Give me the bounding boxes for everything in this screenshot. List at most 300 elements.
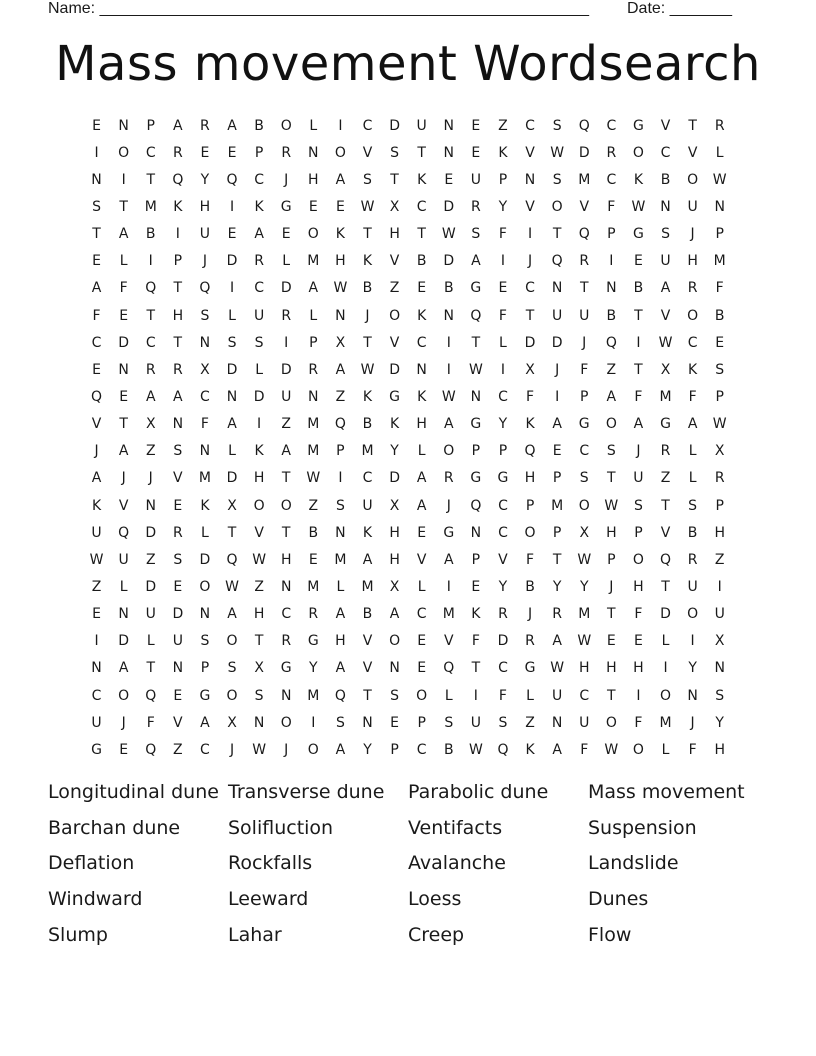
grid-letter: D: [226, 253, 238, 270]
grid-letter: A: [335, 741, 346, 758]
grid-letter: V: [362, 660, 373, 677]
grid-letter: N: [118, 117, 129, 134]
grid-letter: L: [417, 443, 426, 460]
grid-letter: E: [119, 741, 129, 758]
grid-letter: S: [227, 334, 237, 351]
grid-letter: C: [362, 470, 373, 487]
grid-letter: W: [441, 226, 456, 243]
grid-letter: S: [606, 443, 616, 460]
grid-letter: W: [225, 578, 239, 595]
grid-letter: A: [443, 551, 454, 568]
grid-letter: V: [660, 307, 671, 324]
grid-letter: I: [690, 633, 695, 650]
grid-letter: A: [660, 280, 671, 297]
grid-letter: O: [280, 497, 292, 514]
grid-letter: Y: [715, 714, 724, 731]
grid-letter: Q: [497, 741, 509, 758]
grid-letter: N: [551, 280, 563, 297]
grid-letter: X: [200, 361, 210, 378]
grid-letter: B: [660, 171, 671, 188]
grid-letter: D: [199, 551, 211, 568]
grid-letter: L: [282, 253, 291, 270]
grid-letter: Y: [200, 171, 210, 188]
grid-letter: V: [173, 714, 183, 731]
grid-letter: T: [552, 226, 562, 243]
grid-letter: M: [307, 687, 320, 704]
grid-letter: K: [525, 741, 535, 758]
grid-letter: V: [118, 497, 129, 514]
grid-letter: N: [118, 606, 129, 623]
word-list-item: Rockfalls: [228, 852, 313, 875]
grid-letter: E: [715, 334, 725, 351]
grid-letter: U: [281, 388, 292, 405]
word-list-item: Leeward: [228, 888, 309, 911]
grid-letter: G: [632, 226, 644, 243]
grid-letter: P: [498, 171, 508, 188]
grid-letter: N: [91, 660, 102, 677]
grid-letter: S: [390, 144, 400, 161]
grid-letter: A: [471, 253, 481, 270]
grid-letter: A: [254, 226, 264, 243]
grid-letter: R: [443, 470, 454, 487]
grid-letter: A: [227, 117, 237, 134]
grid-letter: L: [309, 307, 318, 324]
grid-letter: Y: [688, 660, 697, 677]
grid-letter: M: [361, 578, 374, 595]
word-list-item: Lahar: [228, 923, 282, 946]
grid-letter: F: [471, 633, 480, 650]
grid-letter: W: [631, 198, 646, 215]
word-list-item: Mass movement: [588, 781, 745, 803]
grid-letter: W: [252, 741, 267, 758]
grid-letter: P: [390, 741, 399, 758]
grid-letter: A: [606, 388, 617, 405]
date-field: Date: _______: [627, 0, 732, 17]
grid-letter: T: [146, 660, 156, 677]
grid-letter: J: [690, 714, 695, 731]
grid-letter: P: [498, 443, 508, 460]
grid-letter: E: [92, 361, 101, 378]
grid-letter: A: [281, 443, 291, 460]
grid-letter: L: [228, 307, 236, 324]
grid-letter: D: [443, 198, 455, 215]
grid-letter: O: [416, 687, 428, 704]
grid-letter: M: [442, 606, 455, 623]
grid-letter: O: [334, 144, 346, 161]
grid-letter: M: [578, 171, 591, 188]
grid-letter: P: [471, 443, 481, 460]
grid-letter: J: [148, 470, 153, 487]
grid-letter: T: [390, 171, 399, 188]
grid-letter: A: [145, 388, 156, 405]
grid-letter: D: [443, 253, 455, 270]
grid-letter: Y: [498, 416, 508, 433]
grid-letter: H: [389, 524, 400, 541]
grid-letter: A: [687, 416, 698, 433]
grid-letter: L: [417, 578, 426, 595]
grid-letter: T: [607, 687, 616, 704]
word-list-item: Loess: [408, 888, 462, 911]
grid-letter: R: [606, 144, 617, 161]
grid-letter: V: [660, 117, 671, 134]
grid-letter: O: [578, 497, 590, 514]
grid-letter: A: [552, 633, 562, 650]
grid-letter: L: [688, 443, 697, 460]
grid-letter: O: [660, 687, 672, 704]
grid-letter: O: [443, 443, 455, 460]
grid-letter: I: [284, 334, 289, 351]
grid-letter: L: [309, 117, 318, 134]
grid-letter: I: [175, 226, 180, 243]
grid-letter: O: [389, 633, 401, 650]
grid-letter: B: [145, 226, 156, 243]
grid-letter: Q: [172, 171, 184, 188]
grid-letter: I: [94, 144, 99, 161]
grid-letter: P: [146, 117, 155, 134]
grid-letter: F: [715, 280, 724, 297]
grid-letter: E: [633, 253, 643, 270]
grid-letter: G: [91, 741, 102, 758]
grid-letter: Q: [470, 307, 482, 324]
grid-letter: Q: [226, 171, 238, 188]
grid-letter: F: [200, 416, 209, 433]
grid-letter: J: [555, 361, 560, 378]
grid-letter: V: [660, 524, 671, 541]
grid-letter: L: [661, 633, 670, 650]
grid-letter: A: [308, 280, 319, 297]
grid-letter: I: [555, 388, 560, 405]
grid-letter: N: [606, 280, 617, 297]
grid-letter: U: [172, 633, 183, 650]
grid-letter: V: [443, 633, 454, 650]
grid-letter: N: [714, 660, 725, 677]
grid-letter: L: [336, 578, 345, 595]
word-list-item: Parabolic dune: [408, 781, 549, 803]
grid-letter: E: [92, 253, 101, 270]
grid-letter: G: [578, 416, 590, 433]
grid-letter: D: [524, 334, 536, 351]
grid-letter: T: [146, 171, 156, 188]
grid-letter: L: [201, 524, 209, 541]
grid-letter: S: [200, 633, 210, 650]
grid-letter: E: [281, 226, 291, 243]
grid-letter: U: [687, 198, 698, 215]
grid-letter: I: [500, 253, 506, 270]
grid-letter: E: [200, 144, 210, 161]
grid-letter: X: [145, 416, 156, 433]
grid-letter: C: [498, 524, 508, 541]
word-list-item: Slump: [48, 923, 108, 946]
grid-letter: T: [363, 226, 372, 243]
grid-letter: T: [471, 334, 481, 351]
grid-letter: T: [552, 551, 562, 568]
grid-letter: T: [661, 497, 670, 514]
grid-letter: A: [416, 470, 427, 487]
grid-letter: E: [606, 633, 616, 650]
grid-letter: Q: [334, 687, 346, 704]
grid-letter: M: [713, 253, 726, 270]
grid-letter: R: [525, 633, 535, 650]
grid-letter: W: [252, 551, 267, 568]
grid-letter: S: [173, 443, 183, 460]
grid-letter: U: [253, 307, 265, 324]
grid-letter: B: [254, 117, 264, 134]
grid-letter: Z: [498, 117, 508, 134]
grid-letter: S: [444, 714, 454, 731]
word-list-item: Dunes: [588, 888, 649, 911]
grid-letter: C: [579, 443, 590, 460]
grid-letter: E: [471, 117, 481, 134]
grid-letter: T: [146, 307, 156, 324]
grid-letter: R: [172, 361, 183, 378]
grid-letter: L: [526, 687, 534, 704]
grid-letter: P: [552, 524, 562, 541]
grid-letter: G: [307, 633, 319, 650]
grid-letter: M: [144, 198, 157, 215]
grid-letter: O: [687, 307, 699, 324]
grid-letter: E: [308, 551, 318, 568]
grid-letter: H: [280, 551, 292, 568]
grid-letter: I: [338, 117, 343, 134]
grid-letter: F: [498, 307, 507, 324]
grid-letter: C: [416, 741, 427, 758]
grid-letter: W: [468, 741, 483, 758]
grid-letter: P: [417, 714, 426, 731]
grid-letter: I: [94, 633, 99, 650]
grid-letter: T: [119, 198, 128, 215]
grid-letter: F: [119, 280, 128, 297]
grid-letter: M: [307, 416, 320, 433]
grid-letter: F: [92, 307, 101, 324]
grid-letter: P: [607, 551, 616, 568]
grid-letter: M: [659, 388, 672, 405]
grid-letter: A: [633, 416, 644, 433]
grid-letter: U: [714, 606, 725, 623]
grid-letter: C: [498, 497, 508, 514]
grid-letter: O: [605, 416, 617, 433]
grid-letter: X: [335, 334, 346, 351]
grid-letter: C: [145, 334, 156, 351]
grid-letter: U: [552, 307, 563, 324]
grid-letter: F: [498, 226, 507, 243]
grid-letter: C: [525, 117, 535, 134]
grid-letter: V: [362, 144, 373, 161]
grid-letter: G: [443, 524, 455, 541]
grid-letter: K: [362, 253, 373, 270]
grid-letter: P: [525, 497, 535, 514]
grid-letter: E: [471, 578, 481, 595]
grid-letter: C: [416, 198, 427, 215]
grid-letter: Y: [552, 578, 562, 595]
grid-letter: C: [416, 334, 427, 351]
grid-letter: I: [636, 687, 641, 704]
grid-letter: I: [717, 578, 722, 595]
grid-letter: H: [172, 307, 184, 324]
grid-letter: X: [389, 497, 400, 514]
grid-letter: G: [389, 388, 400, 405]
grid-letter: O: [632, 144, 644, 161]
grid-letter: A: [91, 280, 102, 297]
grid-letter: L: [146, 633, 155, 650]
grid-letter: E: [552, 443, 562, 460]
grid-letter: U: [145, 606, 156, 623]
grid-letter: A: [118, 226, 129, 243]
grid-letter: X: [525, 361, 535, 378]
grid-letter: M: [578, 606, 591, 623]
grid-letter: Q: [145, 687, 157, 704]
grid-letter: J: [582, 334, 587, 351]
grid-letter: B: [416, 253, 427, 270]
grid-letter: P: [715, 226, 724, 243]
grid-letter: W: [306, 470, 321, 487]
grid-letter: A: [335, 660, 346, 677]
word-list-item: Solifluction: [228, 816, 334, 839]
grid-letter: U: [416, 117, 427, 134]
grid-letter: A: [389, 606, 400, 623]
grid-letter: H: [714, 741, 725, 758]
grid-letter: I: [446, 361, 451, 378]
grid-letter: I: [527, 226, 533, 243]
grid-letter: X: [579, 524, 590, 541]
grid-letter: B: [443, 280, 454, 297]
grid-letter: H: [389, 226, 400, 243]
grid-letter: G: [470, 470, 482, 487]
grid-letter: O: [199, 578, 211, 595]
grid-letter: W: [604, 741, 619, 758]
grid-letter: U: [470, 714, 481, 731]
grid-letter: K: [335, 226, 345, 243]
grid-letter: S: [552, 171, 562, 188]
grid-letter: E: [308, 198, 318, 215]
grid-letter: N: [199, 443, 211, 460]
grid-letter: N: [362, 714, 373, 731]
grid-letter: U: [552, 687, 563, 704]
grid-letter: O: [253, 497, 265, 514]
grid-letter: Z: [254, 578, 264, 595]
grid-letter: O: [524, 524, 536, 541]
grid-letter: J: [202, 253, 207, 270]
grid-letter: D: [497, 633, 509, 650]
grid-letter: S: [633, 497, 643, 514]
grid-letter: X: [389, 578, 400, 595]
grid-letter: X: [389, 198, 400, 215]
grid-letter: K: [417, 307, 427, 324]
grid-letter: X: [227, 714, 237, 731]
grid-letter: N: [199, 606, 211, 623]
grid-letter: L: [444, 687, 453, 704]
grid-letter: U: [362, 497, 373, 514]
grid-letter: U: [199, 226, 211, 243]
grid-letter: K: [362, 524, 373, 541]
grid-letter: T: [579, 280, 589, 297]
grid-letter: A: [552, 741, 562, 758]
grid-letter: G: [524, 660, 536, 677]
grid-letter: I: [500, 361, 506, 378]
grid-letter: W: [712, 416, 727, 433]
grid-letter: T: [254, 633, 264, 650]
grid-letter: I: [609, 253, 614, 270]
grid-letter: J: [121, 470, 126, 487]
grid-letter: H: [633, 578, 644, 595]
grid-letter: D: [226, 361, 238, 378]
grid-letter: T: [688, 117, 697, 134]
grid-letter: U: [91, 524, 102, 541]
grid-letter: Q: [334, 416, 346, 433]
grid-letter: N: [443, 117, 454, 134]
grid-letter: T: [661, 578, 670, 595]
grid-letter: A: [552, 416, 562, 433]
grid-letter: R: [552, 606, 562, 623]
grid-letter: X: [714, 633, 725, 650]
word-list-item: Flow: [588, 923, 632, 946]
grid-letter: Z: [308, 497, 319, 514]
grid-letter: E: [92, 117, 101, 134]
grid-letter: E: [173, 497, 183, 514]
grid-letter: U: [660, 253, 671, 270]
grid-letter: K: [633, 171, 644, 188]
grid-letter: Z: [173, 741, 183, 758]
grid-letter: N: [443, 144, 454, 161]
grid-letter: C: [254, 280, 264, 297]
grid-letter: I: [446, 334, 451, 351]
grid-letter: W: [89, 551, 104, 568]
grid-letter: X: [254, 660, 264, 677]
grid-letter: F: [498, 687, 507, 704]
grid-letter: C: [254, 171, 264, 188]
grid-letter: G: [632, 117, 644, 134]
grid-letter: L: [255, 361, 264, 378]
grid-letter: Z: [335, 388, 346, 405]
grid-letter: O: [226, 633, 238, 650]
grid-letter: Z: [145, 551, 156, 568]
grid-letter: R: [172, 144, 183, 161]
grid-letter: K: [688, 361, 698, 378]
grid-letter: V: [254, 524, 264, 541]
grid-letter: T: [227, 524, 237, 541]
grid-letter: Q: [226, 551, 238, 568]
grid-letter: R: [281, 307, 292, 324]
grid-letter: Q: [524, 443, 536, 460]
word-list-item: Barchan dune: [48, 816, 181, 839]
word-list-item: Transverse dune: [228, 781, 385, 803]
grid-letter: F: [607, 198, 616, 215]
grid-letter: P: [715, 497, 724, 514]
grid-letter: A: [173, 388, 183, 405]
grid-letter: B: [525, 578, 535, 595]
grid-letter: V: [173, 470, 183, 487]
grid-letter: N: [280, 578, 292, 595]
grid-letter: U: [687, 578, 698, 595]
grid-letter: S: [200, 307, 210, 324]
grid-letter: C: [660, 144, 671, 161]
grid-letter: N: [660, 198, 671, 215]
grid-letter: E: [390, 714, 399, 731]
grid-letter: D: [118, 334, 130, 351]
grid-letter: S: [335, 714, 345, 731]
grid-letter: H: [606, 524, 617, 541]
grid-letter: T: [363, 334, 372, 351]
grid-letter: F: [146, 714, 155, 731]
grid-letter: O: [687, 606, 699, 623]
grid-letter: V: [579, 198, 590, 215]
grid-letter: N: [226, 388, 238, 405]
grid-letter: U: [118, 551, 129, 568]
grid-letter: N: [253, 714, 265, 731]
grid-letter: W: [441, 388, 456, 405]
grid-letter: T: [417, 144, 426, 161]
grid-letter: R: [579, 253, 590, 270]
grid-letter: W: [577, 633, 592, 650]
